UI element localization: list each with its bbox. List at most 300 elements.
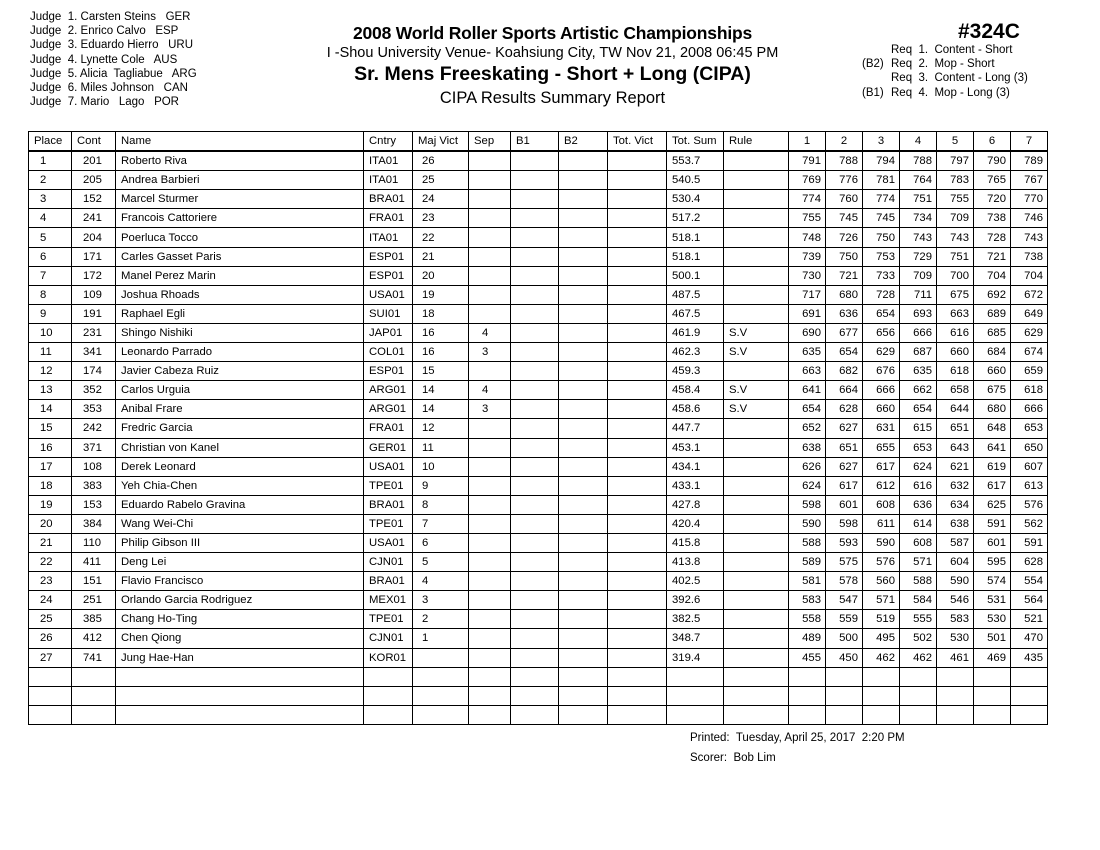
cont-cell: 152 [72, 190, 116, 209]
judge-6-score-cell: 625 [974, 495, 1011, 514]
empty-cell [1011, 686, 1048, 705]
requirement-entry [862, 43, 1028, 57]
b1-cell [511, 323, 559, 342]
judge-name: Mario Lago [80, 96, 145, 109]
cont-cell: 412 [72, 629, 116, 648]
judge-6-score-cell: 790 [974, 151, 1011, 171]
name-cell: Wang Wei-Chi [116, 514, 364, 533]
tot-sum-cell: 517.2 [667, 209, 724, 228]
judge-6-score-cell: 685 [974, 323, 1011, 342]
maj-vict-cell: 25 [413, 171, 469, 190]
judge-5-score-cell: 643 [937, 438, 974, 457]
b2-cell [559, 151, 608, 171]
b1-cell [511, 285, 559, 304]
judge-5-score-cell: 634 [937, 495, 974, 514]
column-header: B2 [559, 132, 608, 152]
tot-vict-cell [608, 228, 667, 247]
sep-cell [469, 171, 511, 190]
column-header: Cont [72, 132, 116, 152]
judge-3-score-cell: 753 [863, 247, 900, 266]
judge-3-score-cell: 560 [863, 572, 900, 591]
sep-cell [469, 419, 511, 438]
tot-sum-cell: 467.5 [667, 304, 724, 323]
name-cell: Chen Qiong [116, 629, 364, 648]
judge-3-score-cell: 781 [863, 171, 900, 190]
judge-7-score-cell: 613 [1011, 476, 1048, 495]
b1-cell [511, 514, 559, 533]
b2-cell [559, 553, 608, 572]
place-cell: 26 [29, 629, 72, 648]
name-cell: Carles Gasset Paris [116, 247, 364, 266]
tot-vict-cell [608, 266, 667, 285]
judge-6-score-cell: 501 [974, 629, 1011, 648]
judge-6-score-cell: 641 [974, 438, 1011, 457]
maj-vict-cell: 5 [413, 553, 469, 572]
maj-vict-cell: 16 [413, 323, 469, 342]
tot-vict-cell [608, 438, 667, 457]
cont-cell: 231 [72, 323, 116, 342]
judge-1-score-cell: 691 [789, 304, 826, 323]
b1-cell [511, 228, 559, 247]
judge-entry [30, 10, 197, 24]
empty-cell [974, 705, 1011, 724]
empty-cell [364, 686, 413, 705]
judge-7-score-cell: 666 [1011, 400, 1048, 419]
b1-cell [511, 438, 559, 457]
judge-5-score-cell: 663 [937, 304, 974, 323]
judge-3-score-cell: 611 [863, 514, 900, 533]
country-cell: ITA01 [364, 171, 413, 190]
sep-cell [469, 572, 511, 591]
empty-cell [974, 686, 1011, 705]
name-cell: Raphael Egli [116, 304, 364, 323]
judge-2-score-cell: 559 [826, 610, 863, 629]
sep-cell: 3 [469, 343, 511, 362]
country-cell: ARG01 [364, 381, 413, 400]
place-cell: 22 [29, 553, 72, 572]
tot-sum-cell: 434.1 [667, 457, 724, 476]
empty-cell [937, 667, 974, 686]
table-row [29, 381, 1048, 400]
judge-entry [30, 95, 197, 109]
name-cell: Marcel Sturmer [116, 190, 364, 209]
judge-1-score-cell: 641 [789, 381, 826, 400]
empty-cell [724, 667, 789, 686]
rule-cell [724, 266, 789, 285]
judge-1-score-cell: 455 [789, 648, 826, 667]
column-header: 2 [826, 132, 863, 152]
table-row [29, 648, 1048, 667]
judge-6-score-cell: 765 [974, 171, 1011, 190]
empty-cell [608, 705, 667, 724]
empty-cell [937, 705, 974, 724]
judge-7-score-cell: 738 [1011, 247, 1048, 266]
maj-vict-cell: 14 [413, 400, 469, 419]
table-row [29, 438, 1048, 457]
b2-cell [559, 285, 608, 304]
judge-2-score-cell: 726 [826, 228, 863, 247]
empty-cell [667, 705, 724, 724]
judge-6-score-cell: 601 [974, 533, 1011, 552]
judge-6-score-cell: 720 [974, 190, 1011, 209]
report-header [280, 22, 825, 109]
blank-table-row [29, 667, 1048, 686]
name-cell: Roberto Riva [116, 151, 364, 171]
blank-table-row [29, 705, 1048, 724]
country-cell: ESP01 [364, 247, 413, 266]
judge-4-score-cell: 743 [900, 228, 937, 247]
b1-cell [511, 591, 559, 610]
b1-cell [511, 343, 559, 362]
column-header: Rule [724, 132, 789, 152]
column-header: Place [29, 132, 72, 152]
judge-5-score-cell: 675 [937, 285, 974, 304]
tot-vict-cell [608, 648, 667, 667]
judge-5-score-cell: 660 [937, 343, 974, 362]
judge-7-score-cell: 562 [1011, 514, 1048, 533]
table-row [29, 514, 1048, 533]
empty-cell [413, 686, 469, 705]
b1-cell [511, 304, 559, 323]
tot-vict-cell [608, 304, 667, 323]
judge-4-score-cell: 666 [900, 323, 937, 342]
place-cell: 21 [29, 533, 72, 552]
table-row [29, 476, 1048, 495]
b2-cell [559, 476, 608, 495]
empty-cell [667, 667, 724, 686]
place-cell: 17 [29, 457, 72, 476]
sep-cell [469, 648, 511, 667]
requirement-text: Req 2. Mop - Short [891, 58, 995, 71]
requirement-text: Req 1. Content - Short [891, 44, 1013, 56]
judge-1-score-cell: 583 [789, 591, 826, 610]
judge-4-score-cell: 711 [900, 285, 937, 304]
name-cell: Shingo Nishiki [116, 323, 364, 342]
tot-vict-cell [608, 343, 667, 362]
sep-cell: 4 [469, 323, 511, 342]
cont-cell: 204 [72, 228, 116, 247]
judge-label: Judge 2. [30, 25, 78, 38]
country-cell: BRA01 [364, 495, 413, 514]
country-cell: CJN01 [364, 553, 413, 572]
printed-value: Tuesday, April 25, 2017 2:20 PM [735, 732, 905, 744]
judge-2-score-cell: 601 [826, 495, 863, 514]
tot-sum-cell: 420.4 [667, 514, 724, 533]
country-cell: KOR01 [364, 648, 413, 667]
judge-5-score-cell: 616 [937, 323, 974, 342]
country-cell: FRA01 [364, 419, 413, 438]
sep-cell [469, 190, 511, 209]
judge-7-score-cell: 650 [1011, 438, 1048, 457]
table-row [29, 171, 1048, 190]
b1-cell [511, 648, 559, 667]
maj-vict-cell: 21 [413, 247, 469, 266]
judge-6-score-cell: 675 [974, 381, 1011, 400]
rule-cell: S.V [724, 343, 789, 362]
place-cell: 6 [29, 247, 72, 266]
judge-1-score-cell: 748 [789, 228, 826, 247]
table-row [29, 610, 1048, 629]
judge-4-score-cell: 788 [900, 151, 937, 171]
judge-5-score-cell: 587 [937, 533, 974, 552]
judge-5-score-cell: 590 [937, 572, 974, 591]
judge-entry [30, 53, 197, 67]
judge-4-score-cell: 636 [900, 495, 937, 514]
tot-vict-cell [608, 247, 667, 266]
tot-vict-cell [608, 171, 667, 190]
empty-cell [826, 686, 863, 705]
tot-sum-cell: 518.1 [667, 247, 724, 266]
sep-cell [469, 209, 511, 228]
name-cell: Flavio Francisco [116, 572, 364, 591]
sep-cell [469, 476, 511, 495]
judge-4-score-cell: 462 [900, 648, 937, 667]
maj-vict-cell: 10 [413, 457, 469, 476]
name-cell: Francois Cattoriere [116, 209, 364, 228]
b1-cell [511, 610, 559, 629]
tot-vict-cell [608, 362, 667, 381]
place-cell: 24 [29, 591, 72, 610]
place-cell: 5 [29, 228, 72, 247]
requirement-entry [862, 71, 1028, 85]
judge-label: Judge 5. [30, 67, 78, 80]
report-code: #324C [958, 20, 1020, 43]
judge-3-score-cell: 774 [863, 190, 900, 209]
judge-6-score-cell: 660 [974, 362, 1011, 381]
place-cell: 8 [29, 285, 72, 304]
judge-7-score-cell: 576 [1011, 495, 1048, 514]
name-cell: Jung Hae-Han [116, 648, 364, 667]
b2-cell [559, 323, 608, 342]
tot-sum-cell: 415.8 [667, 533, 724, 552]
b1-cell [511, 209, 559, 228]
judge-7-score-cell: 770 [1011, 190, 1048, 209]
name-cell: Eduardo Rabelo Gravina [116, 495, 364, 514]
b1-cell [511, 171, 559, 190]
judge-2-score-cell: 651 [826, 438, 863, 457]
judge-7-score-cell: 470 [1011, 629, 1048, 648]
rule-cell [724, 151, 789, 171]
name-cell: Javier Cabeza Ruiz [116, 362, 364, 381]
table-row [29, 190, 1048, 209]
printed-line [690, 728, 905, 748]
name-cell: Philip Gibson III [116, 533, 364, 552]
tot-vict-cell [608, 190, 667, 209]
judge-country: POR [154, 96, 179, 109]
b2-cell [559, 209, 608, 228]
judge-name: Lynette Cole [80, 53, 145, 66]
judge-3-score-cell: 666 [863, 381, 900, 400]
maj-vict-cell: 11 [413, 438, 469, 457]
column-header: 6 [974, 132, 1011, 152]
judge-7-score-cell: 704 [1011, 266, 1048, 285]
tot-sum-cell: 553.7 [667, 151, 724, 171]
maj-vict-cell: 18 [413, 304, 469, 323]
tot-vict-cell [608, 629, 667, 648]
cont-cell: 174 [72, 362, 116, 381]
judge-1-score-cell: 769 [789, 171, 826, 190]
cont-cell: 352 [72, 381, 116, 400]
judge-country: ARG [171, 67, 197, 80]
column-header: Maj Vict [413, 132, 469, 152]
judge-1-score-cell: 589 [789, 553, 826, 572]
requirement-entry [862, 57, 1028, 71]
table-row [29, 151, 1048, 171]
b1-cell [511, 572, 559, 591]
b2-cell [559, 533, 608, 552]
judge-2-score-cell: 627 [826, 457, 863, 476]
tot-vict-cell [608, 457, 667, 476]
tot-sum-cell: 459.3 [667, 362, 724, 381]
tot-sum-cell: 487.5 [667, 285, 724, 304]
rule-cell [724, 171, 789, 190]
b2-cell [559, 457, 608, 476]
tot-vict-cell [608, 610, 667, 629]
judge-4-score-cell: 624 [900, 457, 937, 476]
judge-1-score-cell: 717 [789, 285, 826, 304]
judge-name: Eduardo Hierro [80, 39, 159, 52]
rule-cell [724, 304, 789, 323]
tot-sum-cell: 500.1 [667, 266, 724, 285]
rule-cell [724, 419, 789, 438]
judge-5-score-cell: 644 [937, 400, 974, 419]
empty-cell [974, 667, 1011, 686]
judge-3-score-cell: 576 [863, 553, 900, 572]
judge-6-score-cell: 728 [974, 228, 1011, 247]
country-cell: COL01 [364, 343, 413, 362]
maj-vict-cell: 22 [413, 228, 469, 247]
judge-5-score-cell: 604 [937, 553, 974, 572]
empty-cell [900, 705, 937, 724]
judge-6-score-cell: 692 [974, 285, 1011, 304]
judge-1-score-cell: 489 [789, 629, 826, 648]
judge-2-score-cell: 617 [826, 476, 863, 495]
place-cell: 10 [29, 323, 72, 342]
judge-2-score-cell: 450 [826, 648, 863, 667]
empty-cell [559, 686, 608, 705]
empty-cell [116, 667, 364, 686]
maj-vict-cell: 3 [413, 591, 469, 610]
cont-cell: 109 [72, 285, 116, 304]
column-header: Name [116, 132, 364, 152]
judge-6-score-cell: 648 [974, 419, 1011, 438]
empty-cell [863, 705, 900, 724]
name-cell: Leonardo Parrado [116, 343, 364, 362]
cont-cell: 384 [72, 514, 116, 533]
empty-cell [724, 705, 789, 724]
judge-6-score-cell: 530 [974, 610, 1011, 629]
empty-cell [789, 705, 826, 724]
tot-vict-cell [608, 495, 667, 514]
judge-3-score-cell: 462 [863, 648, 900, 667]
tot-vict-cell [608, 209, 667, 228]
judge-2-score-cell: 636 [826, 304, 863, 323]
maj-vict-cell: 24 [413, 190, 469, 209]
judge-7-score-cell: 672 [1011, 285, 1048, 304]
maj-vict-cell: 15 [413, 362, 469, 381]
column-header: Cntry [364, 132, 413, 152]
results-table [28, 131, 1048, 725]
table-row [29, 495, 1048, 514]
country-cell: CJN01 [364, 629, 413, 648]
judge-4-score-cell: 734 [900, 209, 937, 228]
tot-sum-cell: 319.4 [667, 648, 724, 667]
requirement-text: Req 3. Content - Long (3) [891, 72, 1028, 85]
rule-cell [724, 438, 789, 457]
country-cell: TPE01 [364, 476, 413, 495]
place-cell: 2 [29, 171, 72, 190]
b1-cell [511, 151, 559, 171]
rule-cell [724, 648, 789, 667]
judge-1-score-cell: 791 [789, 151, 826, 171]
place-cell: 11 [29, 343, 72, 362]
judge-1-score-cell: 652 [789, 419, 826, 438]
sep-cell [469, 591, 511, 610]
name-cell: Andrea Barbieri [116, 171, 364, 190]
table-header-row [29, 132, 1048, 152]
b1-cell [511, 629, 559, 648]
judge-6-score-cell: 591 [974, 514, 1011, 533]
requirement-entry [862, 86, 1028, 100]
tot-sum-cell: 458.4 [667, 381, 724, 400]
maj-vict-cell: 20 [413, 266, 469, 285]
empty-cell [826, 667, 863, 686]
sep-cell [469, 495, 511, 514]
maj-vict-cell: 14 [413, 381, 469, 400]
maj-vict-cell: 4 [413, 572, 469, 591]
place-cell: 3 [29, 190, 72, 209]
judge-7-score-cell: 554 [1011, 572, 1048, 591]
column-header: 1 [789, 132, 826, 152]
name-cell: Yeh Chia-Chen [116, 476, 364, 495]
judge-1-score-cell: 581 [789, 572, 826, 591]
judge-2-score-cell: 547 [826, 591, 863, 610]
place-cell: 7 [29, 266, 72, 285]
judge-1-score-cell: 690 [789, 323, 826, 342]
judge-4-score-cell: 662 [900, 381, 937, 400]
place-cell: 15 [29, 419, 72, 438]
scorer-line [690, 748, 905, 768]
judge-4-score-cell: 635 [900, 362, 937, 381]
tot-vict-cell [608, 553, 667, 572]
judge-label: Judge 7. [30, 96, 78, 109]
rule-cell [724, 476, 789, 495]
judge-4-score-cell: 616 [900, 476, 937, 495]
judge-2-score-cell: 628 [826, 400, 863, 419]
judge-5-score-cell: 618 [937, 362, 974, 381]
judge-1-score-cell: 588 [789, 533, 826, 552]
judge-3-score-cell: 519 [863, 610, 900, 629]
judge-7-score-cell: 649 [1011, 304, 1048, 323]
judge-3-score-cell: 629 [863, 343, 900, 362]
judge-7-score-cell: 521 [1011, 610, 1048, 629]
venue-line: I -Shou University Venue- Koahsiung City, TW Nov 21, 2008 06:45 PM [326, 45, 779, 61]
place-cell: 20 [29, 514, 72, 533]
judge-6-score-cell: 595 [974, 553, 1011, 572]
sep-cell [469, 610, 511, 629]
column-header: 5 [937, 132, 974, 152]
judge-2-score-cell: 682 [826, 362, 863, 381]
b1-cell [511, 495, 559, 514]
country-cell: ESP01 [364, 266, 413, 285]
rule-cell [724, 610, 789, 629]
country-cell: USA01 [364, 533, 413, 552]
judge-5-score-cell: 546 [937, 591, 974, 610]
table-row [29, 629, 1048, 648]
b2-cell [559, 629, 608, 648]
rule-cell: S.V [724, 323, 789, 342]
column-header: 4 [900, 132, 937, 152]
